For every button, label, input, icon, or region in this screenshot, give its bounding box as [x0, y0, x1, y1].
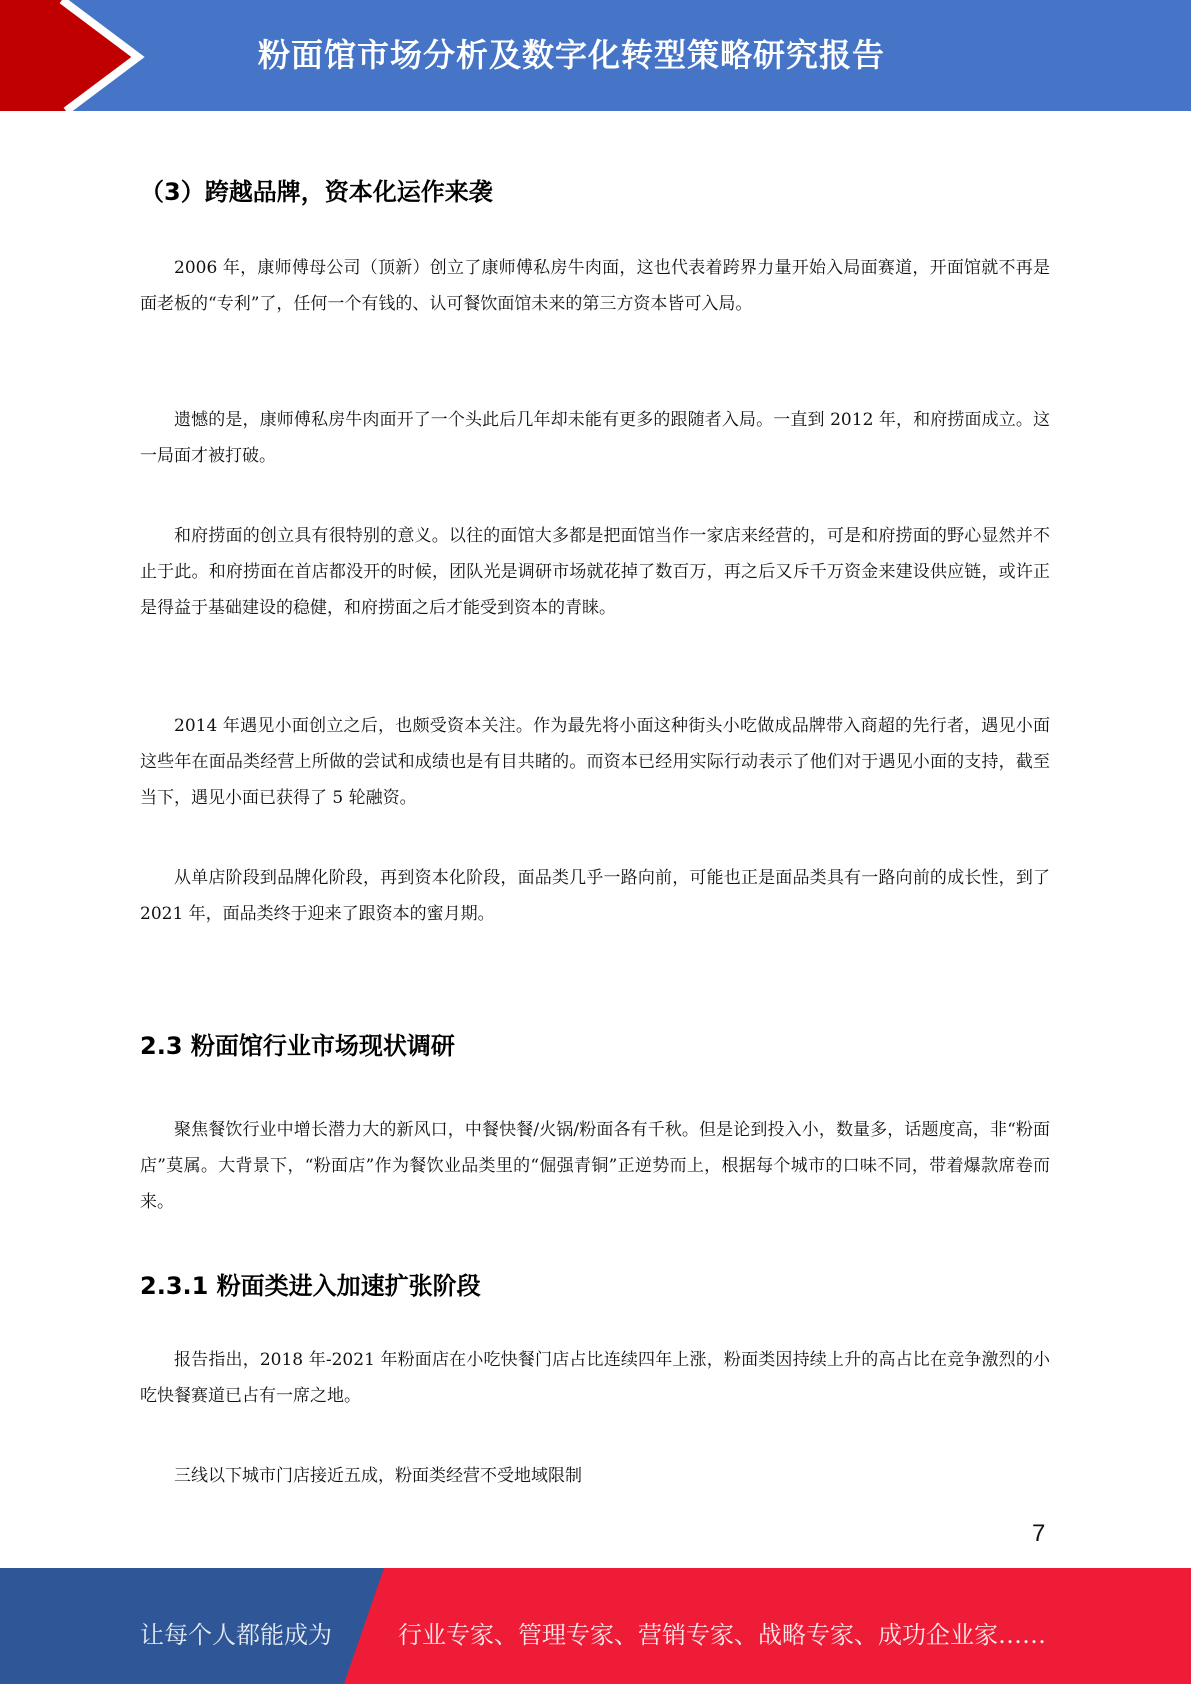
paragraph: 和府捞面的创立具有很特别的意义。以往的面馆大多都是把面馆当作一家店来经营的，可是和府捞面的野心显然并不止于此。和府捞面在首店都没开的时候，团队光是调研市场就花掉了数百万，再之后又斥千万资金来建设供应链，或许正是得益于基础建设的稳健，和府捞面之后才能受到资本的青睐。 [140, 526, 1050, 618]
footer-slogan-right: 行业专家、管理专家、营销专家、战略专家、成功企业家…… [398, 1621, 1046, 1649]
section-heading: 2.3 粉面馆行业市场现状调研 [140, 1032, 455, 1060]
paragraph: 遗憾的是，康师傅私房牛肉面开了一个头此后几年却未能有更多的跟随者入局。一直到 2012 年，和府捞面成立。这一局面才被打破。 [140, 410, 1050, 466]
page-number: 7 [1032, 1520, 1046, 1547]
footer-slogan-left: 让每个人都能成为 [140, 1621, 332, 1649]
paragraph: 从单店阶段到品牌化阶段，再到资本化阶段，面品类几乎一路向前，可能也正是面品类具有一路向前的成长性，到了 2021 年，面品类终于迎来了跟资本的蜜月期。 [140, 868, 1050, 924]
subsection-heading: 2.3.1 粉面类进入加速扩张阶段 [140, 1272, 481, 1300]
paragraph: 报告指出，2018 年-2021 年粉面店在小吃快餐门店占比连续四年上涨，粉面类因持续上升的高占比在竞争激烈的小吃快餐赛道已占有一席之地。 [140, 1350, 1050, 1406]
paragraph: 2014 年遇见小面创立之后，也颇受资本关注。作为最先将小面这种街头小吃做成品牌带入商超的先行者，遇见小面这些年在面品类经营上所做的尝试和成绩也是有目共睹的。而资本已经用实际行动表示了他们对于遇见小面的支持，截至当下，遇见小面已获得了 5 轮融资。 [140, 716, 1050, 808]
report-title: 粉面馆市场分析及数字化转型策略研究报告 [258, 36, 886, 74]
paragraph: 三线以下城市门店接近五成，粉面类经营不受地域限制 [174, 1466, 582, 1486]
section-heading: （3）跨越品牌，资本化运作来袭 [140, 178, 493, 206]
paragraph: 聚焦餐饮行业中增长潜力大的新风口，中餐快餐/火锅/粉面各有千秋。但是论到投入小，数量多，话题度高，非“粉面店”莫属。大背景下，“粉面店”作为餐饮业品类里的“倔强青铜”正逆势而上，根据每个城市的口味不同，带着爆款席卷而来。 [140, 1120, 1050, 1212]
chevron-decoration [0, 0, 160, 111]
paragraph: 2006 年，康师傅母公司（顶新）创立了康师傅私房牛肉面，这也代表着跨界力量开始入局面赛道，开面馆就不再是面老板的“专利”了，任何一个有钱的、认可餐饮面馆未来的第三方资本皆可入局。 [140, 258, 1050, 314]
page-header [0, 0, 1191, 111]
